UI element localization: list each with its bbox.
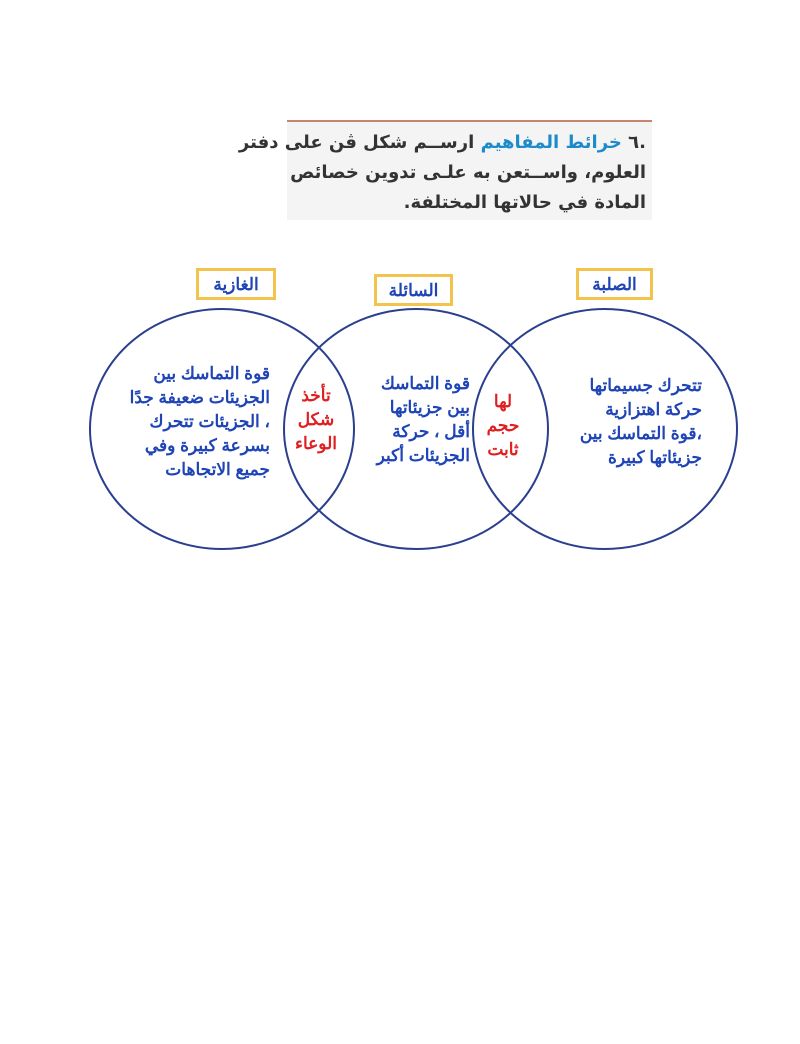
question-text-1: ارســم شكل ڤن على دفتر <box>238 132 475 153</box>
overlap-line: شكل <box>297 410 335 429</box>
overlap-line: تأخذ <box>301 386 331 405</box>
gas-text-line: ، الجزيئات تتحرك <box>149 412 270 431</box>
liquid-solid-overlap <box>478 390 528 462</box>
liquid-text-line: الجزيئات أكبر <box>376 446 470 465</box>
liquid-text <box>352 372 470 468</box>
label-solid: الصلبة <box>576 268 653 300</box>
overlap-line: ثابت <box>487 440 519 459</box>
solid-text <box>552 374 702 470</box>
overlap-line: الوعاء <box>294 434 337 453</box>
gas-text-line: جميع الاتجاهات <box>165 460 270 479</box>
question-line-2: العلوم، واســتعن به علـى تدوين خصائص <box>290 162 646 183</box>
gas-liquid-overlap <box>286 384 346 456</box>
question-line-3: المادة في حالاتها المختلفة. <box>403 192 646 213</box>
gas-text-line: قوة التماسك بين <box>153 364 270 383</box>
solid-text-line: ،قوة التماسك بين <box>579 424 702 443</box>
question-title: خرائط المفاهيم <box>480 132 622 153</box>
solid-text-line: حركة اهتزازية <box>605 400 702 419</box>
gas-text-line: بسرعة كبيرة وفي <box>144 436 270 455</box>
overlap-line: حجم <box>486 416 520 435</box>
solid-text-line: جزيئاتها كبيرة <box>607 448 702 467</box>
question-number: .٦ <box>628 132 646 153</box>
liquid-text-line: بين جزيئاتها <box>389 398 470 417</box>
gas-text-line: الجزيئات ضعيفة جدًا <box>129 388 270 407</box>
overlap-line: لها <box>493 392 513 411</box>
liquid-text-line: قوة التماسك <box>380 374 470 393</box>
label-liquid: السائلة <box>374 274 453 306</box>
label-gas: الغازية <box>196 268 276 300</box>
gas-text <box>100 362 270 482</box>
solid-text-line: تتحرك جسيماتها <box>589 376 702 395</box>
liquid-text-line: أقل ، حركة <box>392 422 470 441</box>
